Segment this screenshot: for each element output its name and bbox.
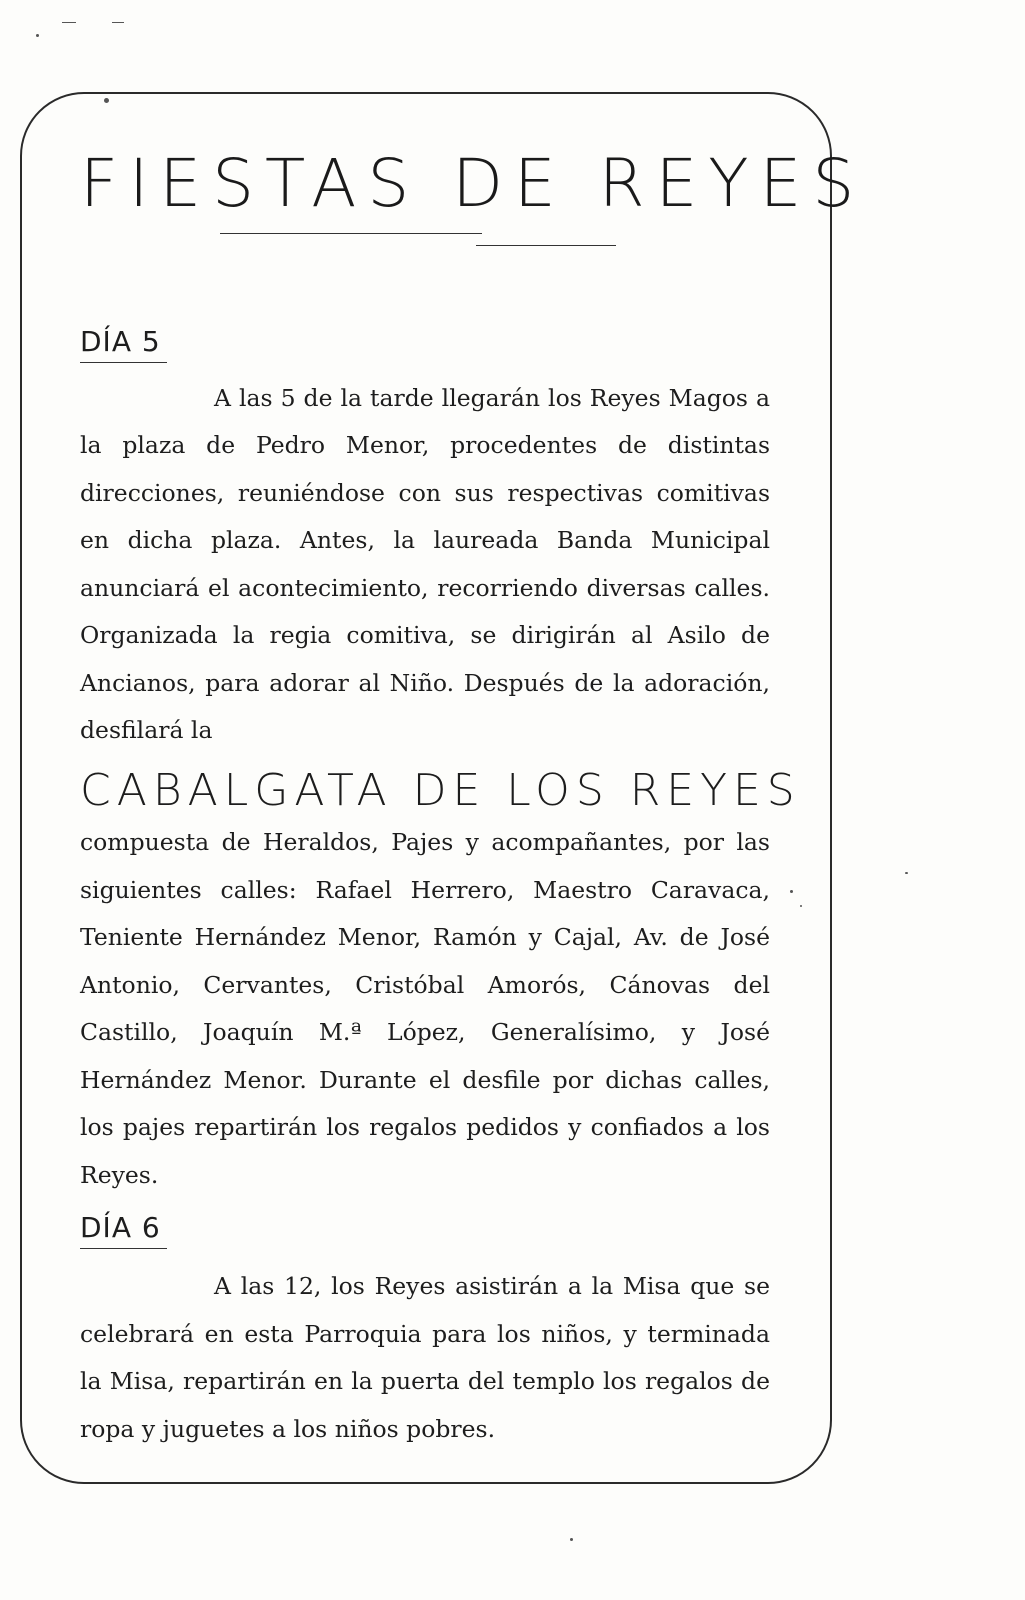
document-body xyxy=(80,145,866,1453)
cabalgata-heading: CABALGATA DE LOS REYES xyxy=(80,764,801,816)
day-heading-5: DÍA 5 xyxy=(80,325,167,363)
day-5-paragraph: A las 5 de la tarde llegarán los Reyes Magos a la plaza de Pedro Menor, procedentes de distintas direcciones, reuniéndose con sus respectivas comitivas en dicha plaza. Antes, la laureada Banda Municipal anunciará el acontecimiento, recorriendo diversas calles. Organizada la regia comitiva, se dirigirán al Asilo de Ancianos, para adorar al Niño. Después de la adoración, desfilará la xyxy=(80,383,770,745)
day-6-paragraph: A las 12, los Reyes asistirán a la Misa que se celebrará en esta Parroquia para los niños, y terminada la Misa, repartirán en la puerta del templo los regalos de ropa y juguetes a los niños pobres. xyxy=(80,1272,770,1443)
cabalgata-paragraph: compuesta de Heraldos, Pajes y acompañantes, por las siguientes calles: Rafael Herrero, Maestro Caravaca, Teniente Hernández Menor, Ramón y Cajal, Av. de José Antonio, Cervantes, Cristóbal Amorós, Cánovas del Castillo, Joaquín M.ª López, Generalísimo, y José Hernández Menor. Durante el desfile por dichas calles, los pajes repartirán los regalos pedidos y confiados a los Reyes. xyxy=(80,828,770,1189)
title-underline-left xyxy=(220,233,482,234)
day-heading-6: DÍA 6 xyxy=(80,1211,167,1249)
page-title: FIESTAS DE REYES xyxy=(80,145,866,222)
title-underline-right xyxy=(476,245,616,246)
